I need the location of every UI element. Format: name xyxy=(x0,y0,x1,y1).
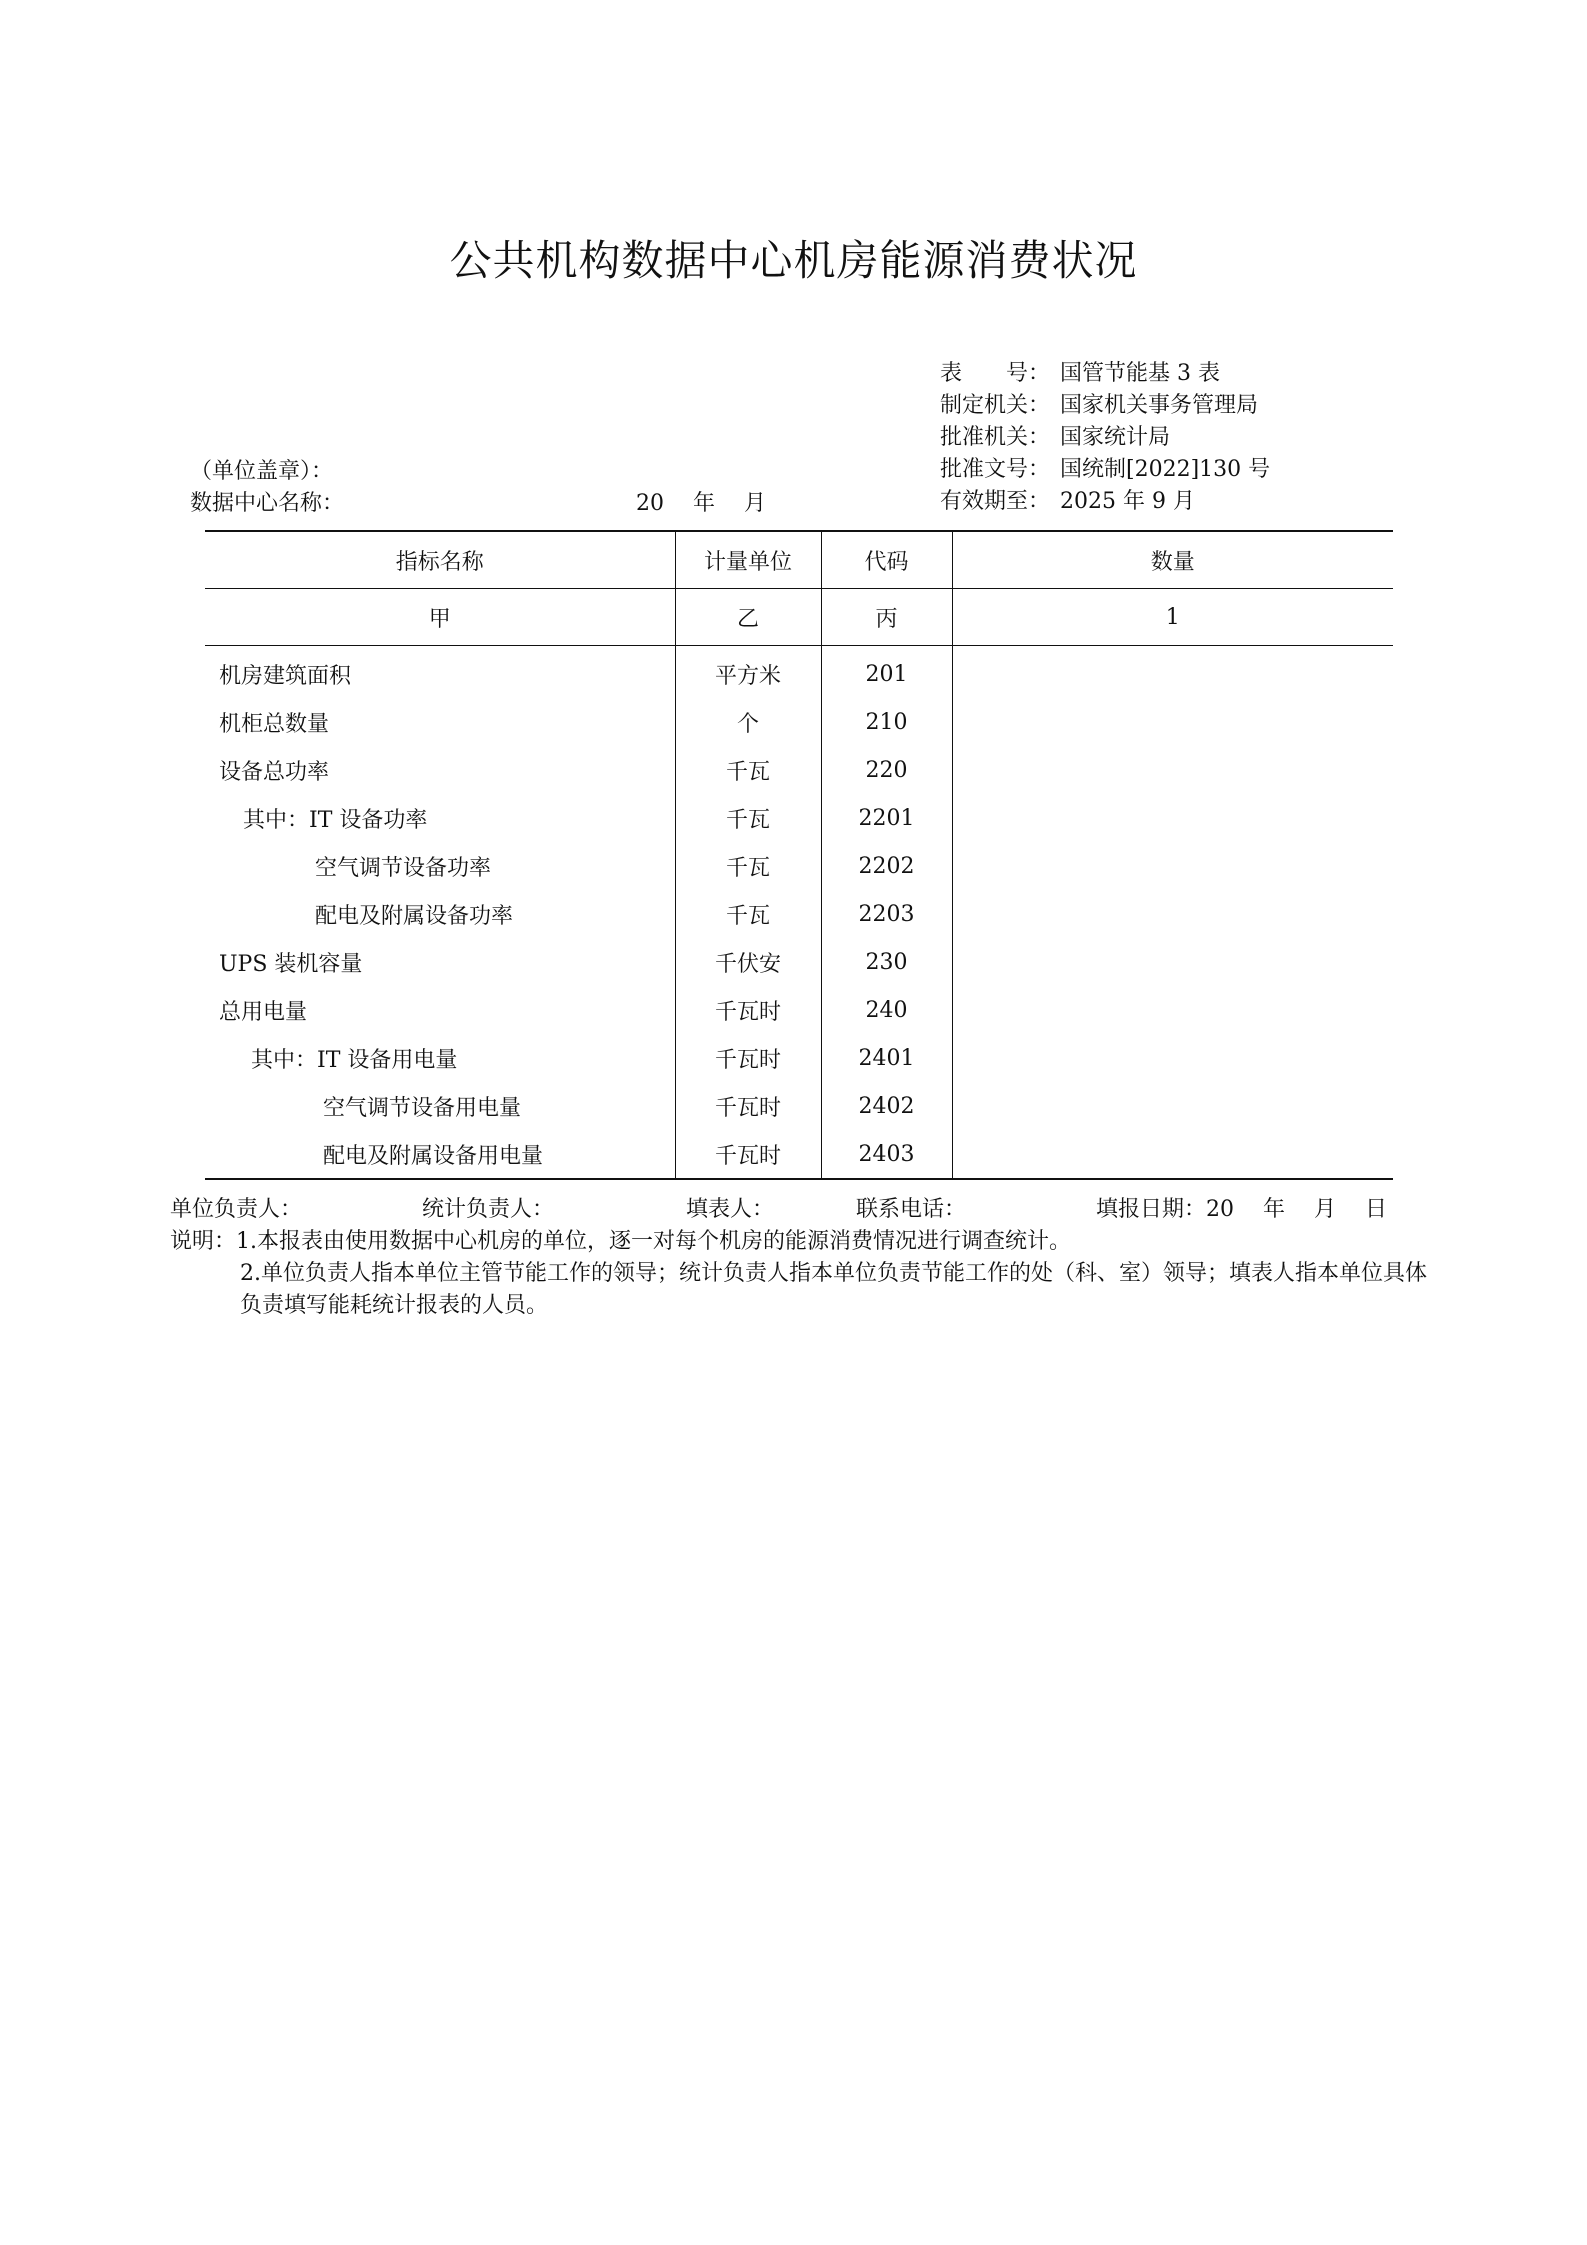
table-row xyxy=(205,698,1393,746)
quantity-cell[interactable] xyxy=(952,746,1393,794)
code-cell: 210 xyxy=(821,698,952,746)
unit-cell: 平方米 xyxy=(675,646,821,699)
indicator-name: 总用电量 xyxy=(219,999,308,1025)
meta-key: 批准文号： xyxy=(940,457,1051,482)
form-meta-block xyxy=(940,358,1270,518)
unit-cell: 个 xyxy=(675,698,821,746)
data-center-name-label: 数据中心名称： xyxy=(190,491,345,516)
code-cell: 2203 xyxy=(821,890,952,938)
header-quantity: 数量 xyxy=(952,531,1393,589)
indicator-name: 机房建筑面积 xyxy=(219,663,352,689)
quantity-cell[interactable] xyxy=(952,646,1393,699)
table-row xyxy=(205,842,1393,890)
quantity-cell[interactable] xyxy=(952,890,1393,938)
table-row xyxy=(205,794,1393,842)
table-row xyxy=(205,1082,1393,1130)
unit-cell: 千瓦时 xyxy=(675,1130,821,1179)
table-row xyxy=(205,986,1393,1034)
stat-head-label: 统计负责人： xyxy=(422,1197,555,1222)
note-2: 2.单位负责人指本单位主管节能工作的领导；统计负责人指本单位负责节能工作的处（科、室）领导；填表人指本单位具体负责填写能耗统计报表的人员。 xyxy=(240,1261,1427,1318)
code-cell: 2202 xyxy=(821,842,952,890)
quantity-cell[interactable] xyxy=(952,1034,1393,1082)
indicator-name: 空气调节设备功率 xyxy=(315,855,492,881)
unit-cell: 千瓦 xyxy=(675,746,821,794)
table-row xyxy=(205,1130,1393,1179)
indicator-name: 空气调节设备用电量 xyxy=(323,1095,522,1121)
unit-cell: 千瓦时 xyxy=(675,1034,821,1082)
unit-cell: 千伏安 xyxy=(675,938,821,986)
table-row xyxy=(205,890,1393,938)
indicator-name: 配电及附属设备功率 xyxy=(315,903,514,929)
quantity-cell[interactable] xyxy=(952,1130,1393,1179)
subheader-cell: 甲 xyxy=(205,589,675,646)
meta-key: 表 号： xyxy=(940,361,1051,386)
unit-cell: 千瓦时 xyxy=(675,986,821,1034)
quantity-cell[interactable] xyxy=(952,938,1393,986)
code-cell: 2201 xyxy=(821,794,952,842)
filler-label: 填表人： xyxy=(686,1197,775,1222)
table-row xyxy=(205,746,1393,794)
meta-key: 制定机关： xyxy=(940,393,1051,418)
meta-row-form-number xyxy=(940,358,1270,390)
phone-label: 联系电话： xyxy=(856,1197,967,1222)
table-row xyxy=(205,938,1393,986)
quantity-cell[interactable] xyxy=(952,1082,1393,1130)
fill-date-label: 填报日期：20 年 月 日 xyxy=(1096,1197,1387,1222)
unit-stamp-label: （单位盖章）： xyxy=(190,459,334,484)
quantity-cell[interactable] xyxy=(952,794,1393,842)
meta-value: 2025 年 9 月 xyxy=(1060,489,1195,514)
report-period: 20 年 月 xyxy=(636,491,766,516)
quantity-cell[interactable] xyxy=(952,698,1393,746)
meta-key: 有效期至： xyxy=(940,489,1051,514)
indicator-name: UPS 装机容量 xyxy=(219,951,363,977)
table-row xyxy=(205,646,1393,699)
note-1: 说明：1.本报表由使用数据中心机房的单位，逐一对每个机房的能源消费情况进行调查统计。 xyxy=(170,1229,1071,1254)
quantity-cell[interactable] xyxy=(952,986,1393,1034)
notes-block xyxy=(170,1226,1440,1322)
meta-value: 国家统计局 xyxy=(1060,425,1171,450)
page-title: 公共机构数据中心机房能源消费状况 xyxy=(449,236,1138,285)
indicator-name: 其中：IT 设备用电量 xyxy=(251,1047,458,1073)
code-cell: 2401 xyxy=(821,1034,952,1082)
header-indicator-name: 指标名称 xyxy=(205,531,675,589)
unit-cell: 千瓦 xyxy=(675,794,821,842)
meta-row-approver xyxy=(940,422,1270,454)
code-cell: 201 xyxy=(821,646,952,699)
meta-value: 国统制[2022]130 号 xyxy=(1060,457,1271,482)
header-unit: 计量单位 xyxy=(675,531,821,589)
meta-row-issuer xyxy=(940,390,1270,422)
meta-key: 批准机关： xyxy=(940,425,1051,450)
indicator-name: 设备总功率 xyxy=(219,759,330,785)
unit-cell: 千瓦 xyxy=(675,890,821,938)
code-cell: 230 xyxy=(821,938,952,986)
energy-table xyxy=(205,530,1393,1180)
unit-cell: 千瓦 xyxy=(675,842,821,890)
header-code: 代码 xyxy=(821,531,952,589)
quantity-cell[interactable] xyxy=(952,842,1393,890)
unit-head-label: 单位负责人： xyxy=(170,1197,303,1222)
code-cell: 2402 xyxy=(821,1082,952,1130)
table-header-row xyxy=(205,531,1393,589)
code-cell: 220 xyxy=(821,746,952,794)
code-cell: 2403 xyxy=(821,1130,952,1179)
table-row xyxy=(205,1034,1393,1082)
subheader-cell: 乙 xyxy=(675,589,821,646)
indicator-name: 配电及附属设备用电量 xyxy=(205,1130,675,1179)
unit-cell: 千瓦时 xyxy=(675,1082,821,1130)
subheader-cell: 丙 xyxy=(821,589,952,646)
meta-value: 国管节能基 3 表 xyxy=(1060,361,1220,386)
indicator-name: 其中：IT 设备功率 xyxy=(243,807,428,833)
meta-value: 国家机关事务管理局 xyxy=(1060,393,1259,418)
table-subheader-row xyxy=(205,589,1393,646)
indicator-name: 机柜总数量 xyxy=(219,711,330,737)
meta-row-approval-number xyxy=(940,454,1270,486)
subheader-cell: 1 xyxy=(952,589,1393,646)
meta-row-valid-until xyxy=(940,486,1270,518)
code-cell: 240 xyxy=(821,986,952,1034)
